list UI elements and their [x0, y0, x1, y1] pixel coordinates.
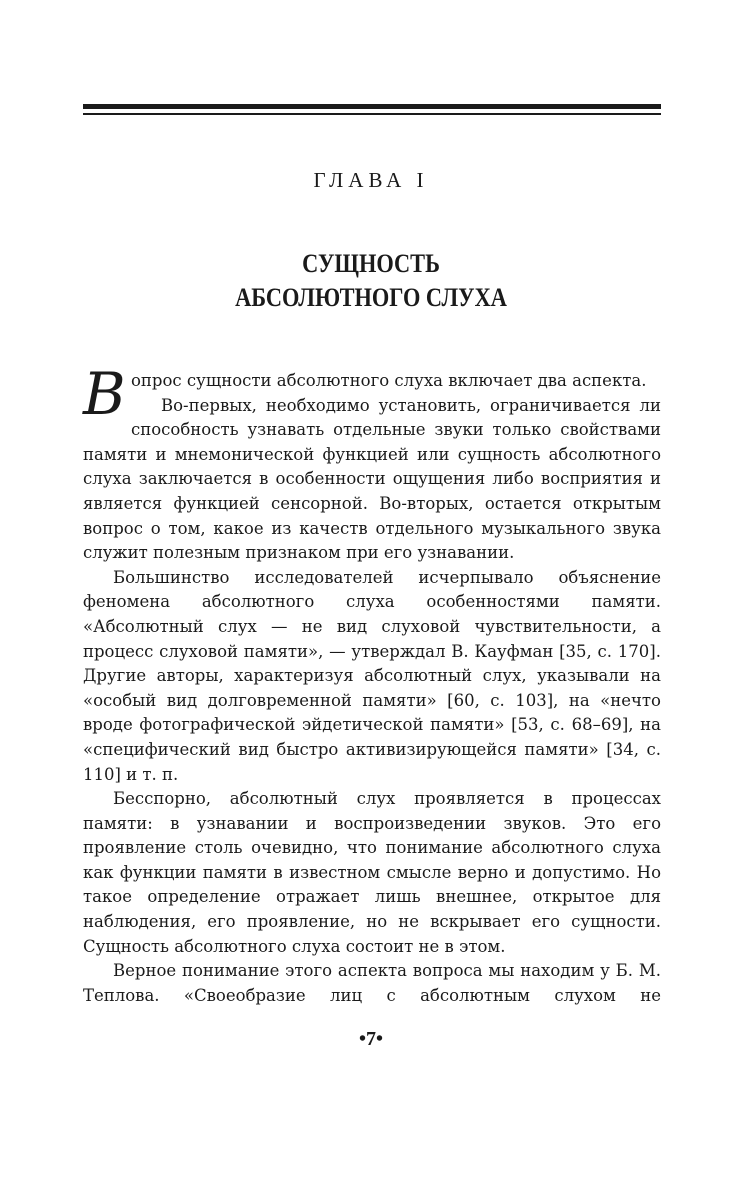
page-number: •7• [358, 1028, 383, 1050]
chapter-label: ГЛАВА I [313, 168, 429, 192]
chapter-title-line-1: СУЩНОСТЬ [302, 249, 440, 278]
paragraph-3: Большинство исследователей исчерпывало объяснение феномена абсолютного слуха особенностями памяти. «Абсолютный слух — не вид слуховой чувствительности, а процесс слуховой памяти», — утверждал В. Кауфман [35, с. 170]. Другие авторы, характеризуя абсолютный слух, указывали на «особый вид долговременной памяти» [60, с. 103], на «нечто вроде фотографической эйдетической памяти» [53, с. 68–69], на «специфический вид быстро активизирующейся памяти» [34, с. 110] и т. п. [83, 567, 661, 784]
paragraph-4: Бесспорно, абсолютный слух проявляется в процессах памяти: в узнавании и воспроизведении звуков. Это его проявление столь очевидно, что понимание абсолютного слуха как функции памяти в известном смысле верно и допустимо. Но такое определение отражает лишь внешнее, открытое для наблюдения, его проявление, но не вскрывает его сущности. Сущность абсолютного слуха состоит не в этом. [83, 789, 661, 956]
chapter-title-line-2: АБСОЛЮТНОГО СЛУХА [235, 283, 507, 312]
paragraph-5: Верное понимание этого аспекта вопроса мы находим у Б. М. Теплова. «Своеобразие лиц с абсолютным слухом не [83, 961, 661, 1005]
paragraph-1-text: опрос сущности абсолютного слуха включает два аспекта. [131, 371, 647, 390]
body-text [83, 360, 661, 1008]
header-rule-thick [83, 104, 661, 109]
chapter-title [52, 247, 690, 315]
paragraph-2: Во-первых, необходимо установить, ограничивается ли способность узнавать отдельные звуки только свойствами памяти и мнемонической функцией или сущность абсолютного слуха заключается в особенности ощущения либо восприятия и является функцией сенсорной. Во-вторых, остается открытым вопрос о том, какое из качеств отдельного музыкального звука служит полезным признаком при его узнавании. [83, 395, 661, 563]
header-rule-thin [83, 113, 661, 115]
paragraph-1 [83, 360, 661, 428]
drop-cap: В [83, 360, 126, 428]
